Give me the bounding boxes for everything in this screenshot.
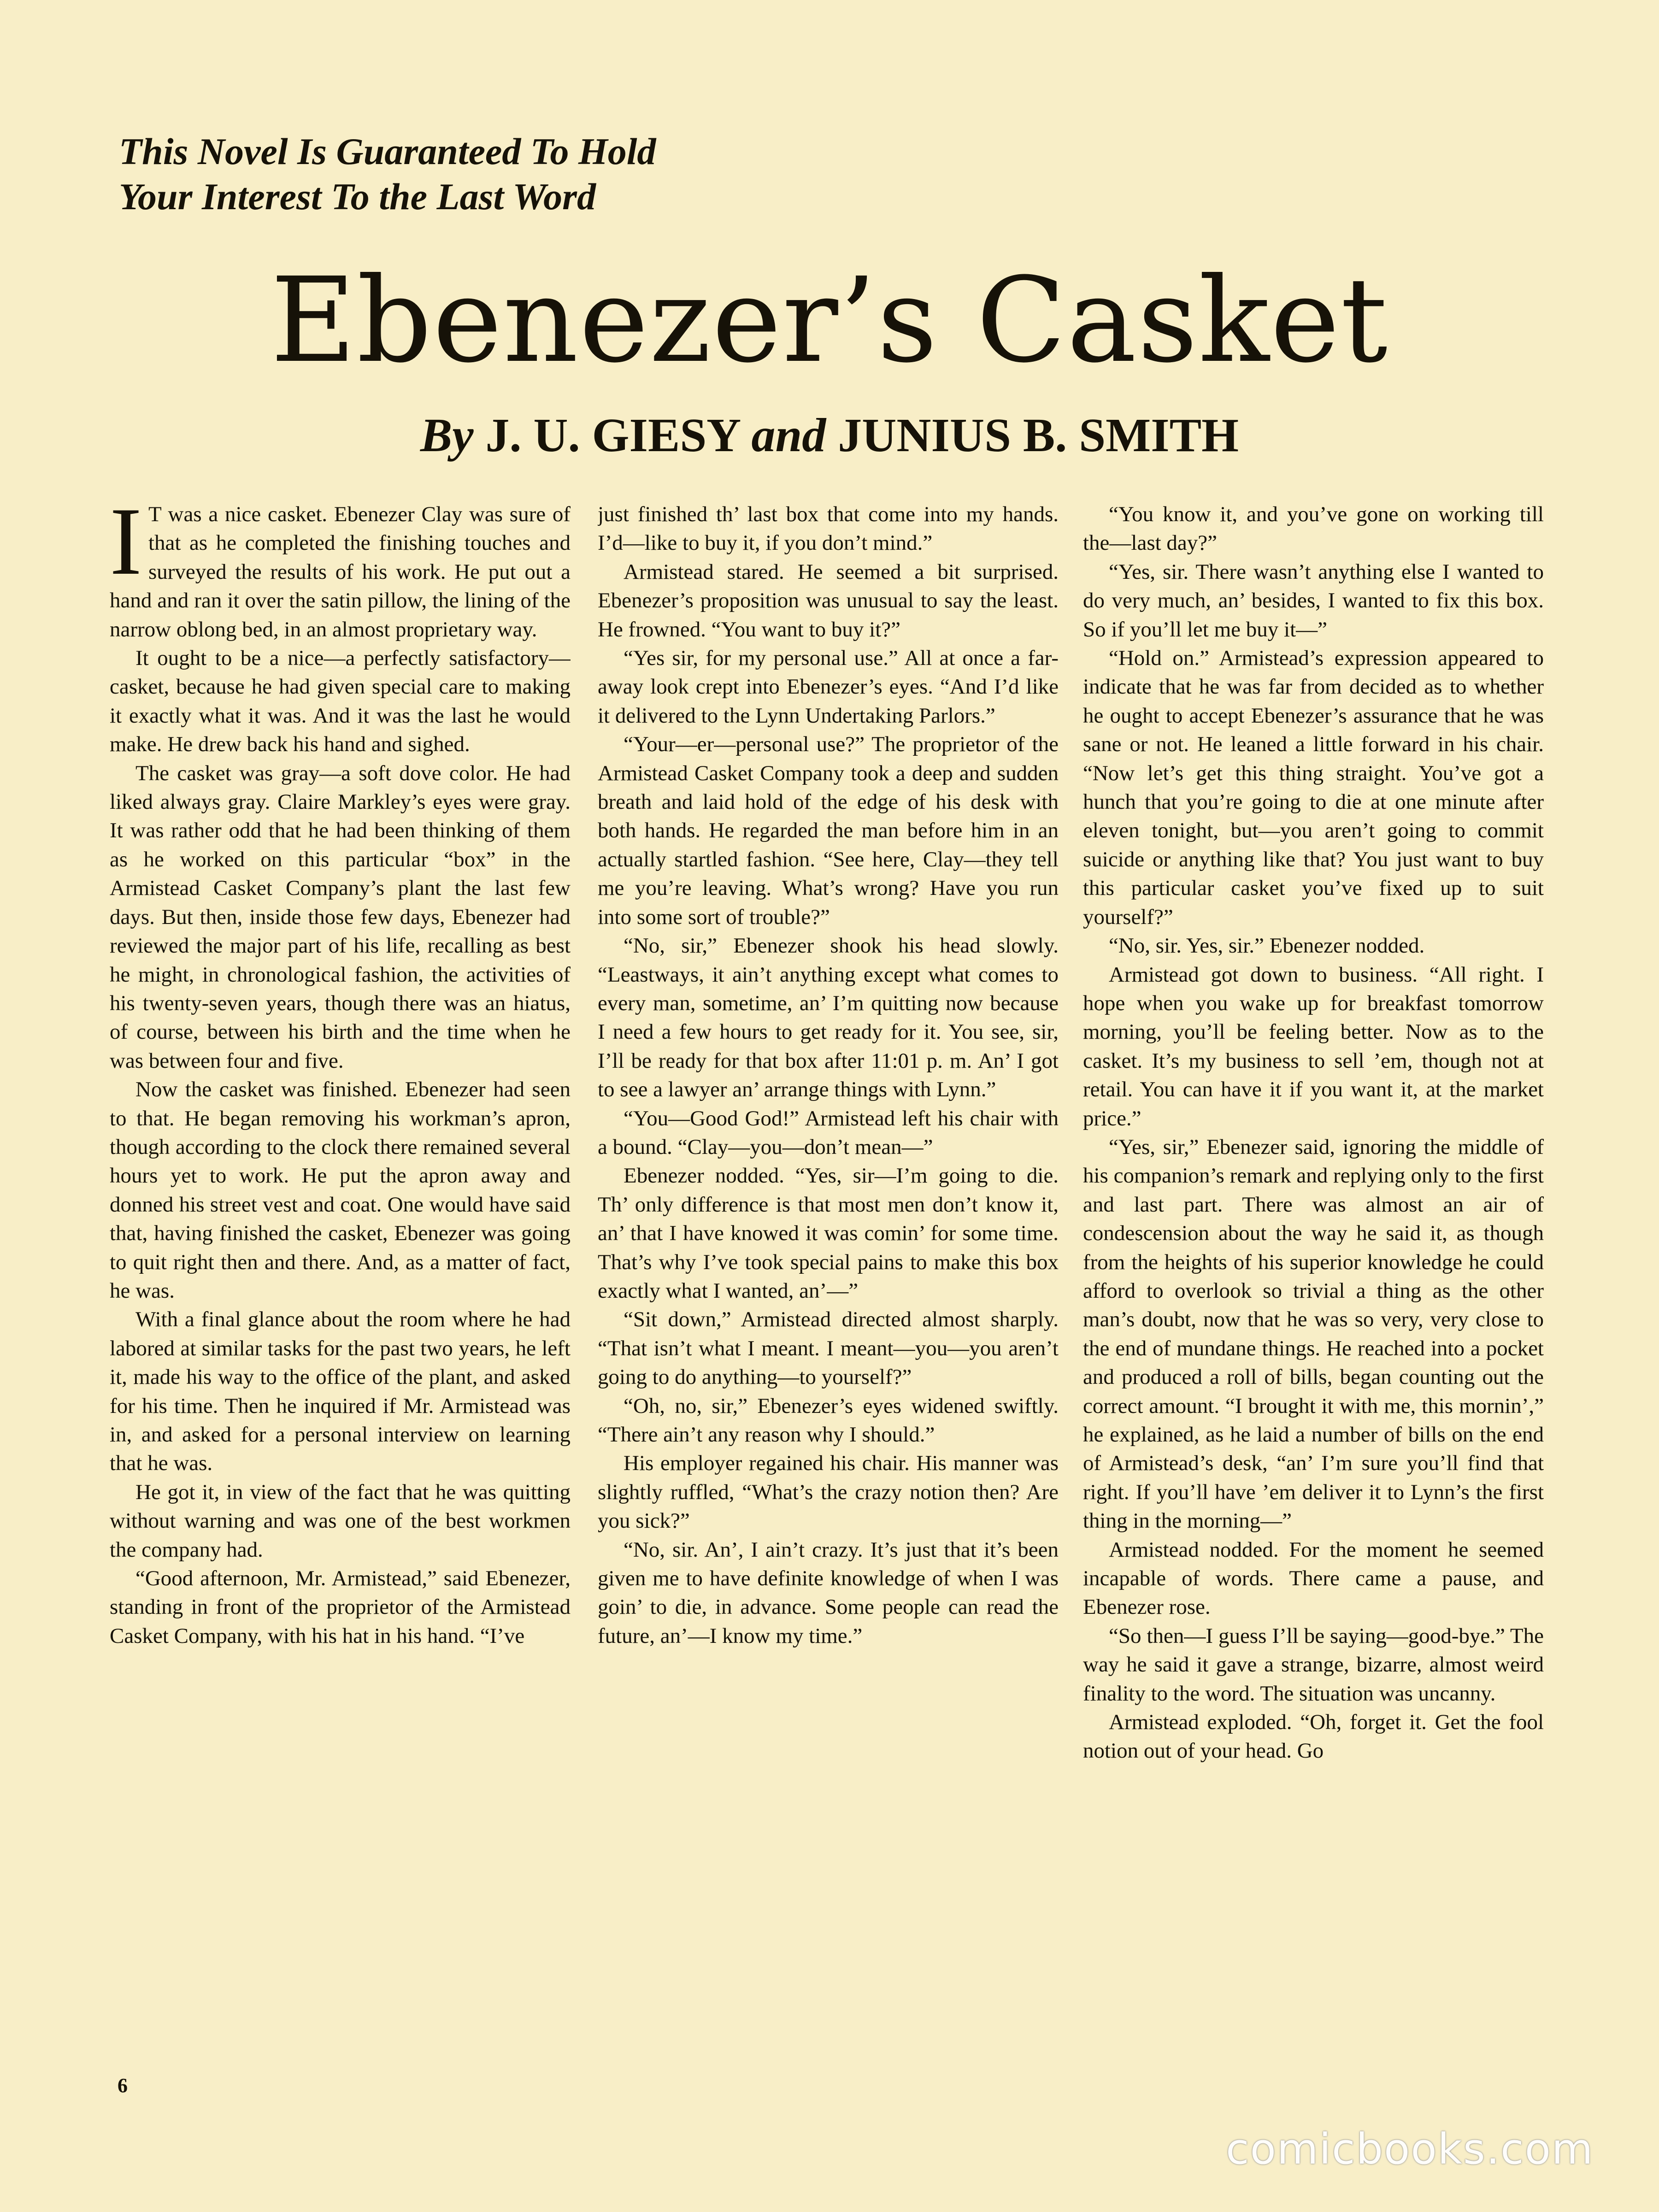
paragraph — [110, 500, 571, 644]
paragraph: His employer regained his chair. His manner was slightly ruffled, “What’s the crazy notion then? Are you sick?” — [598, 1451, 1059, 1533]
text-column-2 — [598, 500, 1059, 2085]
paragraph: Armistead exploded. “Oh, forget it. Get the fool notion out of your head. Go — [1083, 1710, 1544, 1763]
drop-cap: I — [110, 500, 142, 595]
paragraph: Armistead stared. He seemed a bit surprised. Ebenezer’s proposition was unusual to say the least. He frowned. “You want to buy it?” — [598, 559, 1059, 641]
paragraph: “You know it, and you’ve gone on working till the—last day?” — [1083, 502, 1544, 555]
byline-by: By — [420, 409, 474, 462]
tagline-line-1: This Novel Is Guaranteed To Hold — [119, 130, 656, 172]
byline — [0, 406, 1659, 465]
paragraph: Now the casket was finished. Ebenezer had seen to that. He began removing his workman’s apron, though according to the clock there remained several hours yet to work. He put the apron away and donned his street vest and coat. One would have said that, having finished the casket, Ebenezer was going to quit right then and there. And, as a matter of fact, he was. — [110, 1077, 571, 1303]
paragraph: Ebenezer nodded. “Yes, sir—I’m going to die. Th’ only difference is that most men don’t know it, an’ that I have knowed it was comin’ for some time. That’s why I’ve took special pains to make this box exactly what I wanted, an’—” — [598, 1164, 1059, 1303]
paragraph: “Yes, sir,” Ebenezer said, ignoring the middle of his companion’s remark and replying only to the first and last part. There was almost an air of condescension about the way he said it, as though from the heights of his superior knowledge he could afford to overlook so trivial a thing as the other man’s doubt, now that he was so very, very close to the end of mundane things. He reached into a pocket and produced a roll of bills, began counting out the correct amount. “I brought it with me, this mornin’,” he explained, as he laid a number of bills on the end of Armistead’s desk, “an’ I’m sure you’ll find that right. If you’ll have ’em deliver it to Lynn’s the first thing in the morning—” — [1083, 1135, 1544, 1533]
tagline-line-2: Your Interest To the Last Word — [119, 176, 596, 218]
paragraph: “Sit down,” Armistead directed almost sharply. “That isn’t what I meant. I meant—you—you aren’t going to do anything—to yourself?” — [598, 1307, 1059, 1389]
paragraph: “No, sir. Yes, sir.” Ebenezer nodded. — [1109, 934, 1425, 958]
paragraph: Armistead nodded. For the moment he seemed incapable of words. There came a pause, and Ebenezer rose. — [1083, 1537, 1544, 1619]
tagline — [119, 129, 1133, 219]
paragraph: “Yes, sir. There wasn’t anything else I wanted to do very much, an’ besides, I wanted to fix this box. So if you’ll let me buy it—” — [1083, 559, 1544, 641]
paragraph: The casket was gray—a soft dove color. He had liked always gray. Claire Markley’s eyes were gray. It was rather odd that he had been thinking of them as he worked on this particular “box” in the Armistead Casket Company’s plant the last few days. But then, inside those few days, Ebenezer had reviewed the major part of his life, recalling as best he might, in chronological fashion, the activities of his twenty-seven years, though there was an hiatus, of course, between his birth and the time when he was between four and five. — [110, 761, 571, 1073]
text-column-3 — [1083, 500, 1544, 2085]
paragraph: “So then—I guess I’ll be saying—good-bye.” The way he said it gave a strange, bizarre, almost weird finality to the word. The situation was uncanny. — [1083, 1624, 1544, 1706]
paragraph: “Oh, no, sir,” Ebenezer’s eyes widened swiftly. “There ain’t any reason why I should.” — [598, 1394, 1059, 1447]
story-title: Ebenezer’s Casket — [270, 252, 1389, 388]
paragraph: “Good afternoon, Mr. Armistead,” said Ebenezer, standing in front of the proprietor of the Armistead Casket Company, with his hat in his hand. “I’ve — [110, 1566, 571, 1648]
paragraph: just finished th’ last box that come into my hands. I’d—like to buy it, if you don’t mind.” — [598, 502, 1059, 555]
paragraph: It ought to be a nice—a perfectly satisfactory—casket, because he had given special care to making it exactly what it was. And it was the last he would make. He drew back his hand and sighed. — [110, 646, 571, 757]
paragraph: “Your—er—personal use?” The proprietor of the Armistead Casket Company took a deep and sudden breath and laid hold of the edge of his desk with both hands. He regarded the man before him in an actually startled fashion. “See here, Clay—they tell me you’re leaving. What’s wrong? Have you run into some sort of trouble?” — [598, 732, 1059, 929]
watermark: comicbooks.com — [1226, 2124, 1594, 2174]
text-column-1 — [110, 500, 571, 2085]
paragraph: “Yes sir, for my personal use.” All at once a far-away look crept into Ebenezer’s eyes. “And I’d like it delivered to the Lynn Undertaking Parlors.” — [598, 646, 1059, 728]
paragraph: “No, sir,” Ebenezer shook his head slowly. “Leastways, it ain’t anything except what comes to every man, sometime, an’ I’m quitting now because I need a few hours to get ready for it. You see, sir, I’ll be ready for that box after 11:01 p. m. An’ I got to see a lawyer an’ arrange things with Lynn.” — [598, 934, 1059, 1102]
byline-author-1: J. U. GIESY — [485, 409, 740, 462]
paragraph-text: T was a nice casket. Ebenezer Clay was sure of that as he completed the finishing touches and surveyed the results of his work. He put out a hand and ran it over the satin pillow, the lining of the narrow oblong bed, in an almost proprietary way. — [110, 502, 571, 641]
paragraph: “Hold on.” Armistead’s expression appeared to indicate that he was far from decided as to whether he ought to accept Ebenezer’s assurance that he was sane or not. He leaned a little forward in his chair. “Now let’s get this thing straight. You’ve got a hunch that you’re going to die at one minute after eleven tonight, but—you aren’t going to commit suicide or anything like that? You just want to buy this particular casket you’ve fixed up to suit yourself?” — [1083, 646, 1544, 929]
paragraph: With a final glance about the room where he had labored at similar tasks for the past two years, he left it, made his way to the office of the plant, and asked for his time. Then he inquired if Mr. Armistead was in, and asked for a personal interview on learning that he was. — [110, 1307, 571, 1476]
paragraph: He got it, in view of the fact that he was quitting without warning and was one of the best workmen the company had. — [110, 1480, 571, 1562]
paragraph: “You—Good God!” Armistead left his chair with a bound. “Clay—you—don’t mean—” — [598, 1106, 1059, 1159]
byline-and: and — [751, 409, 826, 462]
page-number: 6 — [118, 2074, 128, 2097]
paragraph: Armistead got down to business. “All right. I hope when you wake up for breakfast tomorrow morning, you’ll be feeling better. Now as to the casket. It’s my business to sell ’em, though not at retail. You can have it if you want it, at the market price.” — [1083, 962, 1544, 1130]
paragraph: “No, sir. An’, I ain’t crazy. It’s just that it’s been given me to have definite knowledge of when I was goin’ to die, in advance. Some people can read the future, an’—I know my time.” — [598, 1537, 1059, 1648]
byline-author-2: JUNIUS B. SMITH — [838, 409, 1239, 462]
